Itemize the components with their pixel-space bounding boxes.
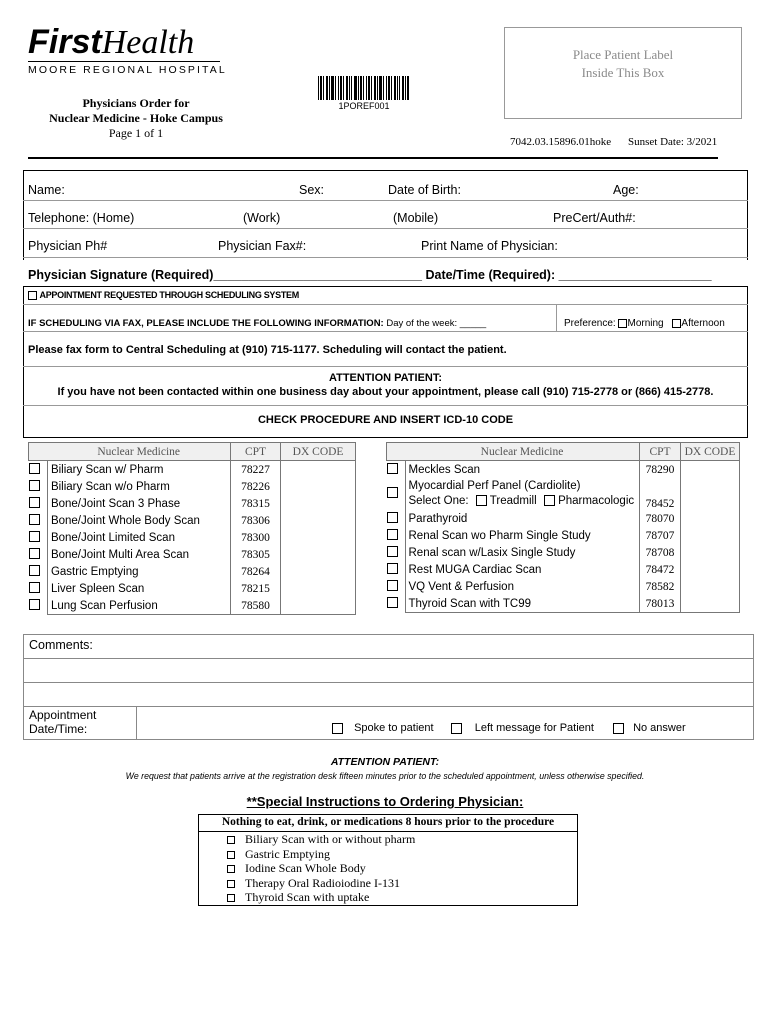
dx-code-input[interactable]: [681, 561, 740, 578]
procedure-cpt: 78315: [230, 495, 280, 512]
table-row: [387, 510, 740, 527]
procedure-cpt: 78226: [230, 478, 280, 495]
procedure-cpt: 78707: [640, 527, 681, 544]
form-title: [30, 96, 242, 141]
name-field[interactable]: Name:: [28, 183, 65, 197]
spoke-to-patient-label: Spoke to patient: [354, 722, 434, 734]
sched-divider-3: [23, 366, 748, 367]
left-message-checkbox[interactable]: [451, 723, 462, 734]
table-row: [387, 578, 740, 595]
label-box-line2: Inside This Box: [581, 65, 665, 80]
form-number: 7042.03.15896.01hoke: [510, 136, 612, 148]
appointment-requested-checkbox[interactable]: [28, 291, 37, 300]
dx-code-input[interactable]: [681, 478, 740, 510]
appointment-label-line1: Appointment: [29, 708, 97, 722]
logo-subtitle: MOORE REGIONAL HOSPITAL: [28, 64, 227, 76]
dx-code-input[interactable]: [281, 563, 356, 580]
procedure-name: Liver Spleen Scan: [47, 580, 230, 597]
procedure-name: Gastric Emptying: [47, 563, 230, 580]
row-divider-1: [23, 200, 748, 201]
footer-attention-title: ATTENTION PATIENT:: [330, 756, 440, 768]
procedure-name: VQ Vent & Perfusion: [405, 578, 640, 595]
special-item-label: Biliary Scan with or without pharm: [245, 832, 416, 846]
physician-name-field[interactable]: Print Name of Physician:: [421, 239, 558, 253]
table-row: [29, 529, 356, 546]
left-procedure-table: [28, 442, 356, 632]
procedure-checkbox[interactable]: [29, 497, 40, 508]
special-item-checkbox[interactable]: [227, 851, 235, 859]
sched-divider-4: [23, 405, 748, 406]
table-row: [29, 478, 356, 495]
procedure-name: Bone/Joint Whole Body Scan: [47, 512, 230, 529]
procedure-cpt: 78300: [230, 529, 280, 546]
patient-label-box: [504, 27, 742, 119]
telephone-home-field[interactable]: Telephone: (Home): [28, 211, 135, 225]
dx-code-input[interactable]: [281, 478, 356, 495]
no-answer-checkbox[interactable]: [613, 723, 624, 734]
procedure-checkbox[interactable]: [29, 565, 40, 576]
dx-code-input[interactable]: [281, 597, 356, 615]
day-of-week-field[interactable]: Day of the week: _____: [383, 318, 487, 329]
dx-code-input[interactable]: [681, 461, 740, 479]
dx-code-input[interactable]: [281, 461, 356, 479]
appointment-requested-row[interactable]: [28, 290, 299, 300]
appointment-label: [29, 708, 96, 736]
special-item-label: Therapy Oral Radioiodine I-131: [245, 875, 400, 890]
special-item-checkbox[interactable]: [227, 865, 235, 873]
table-row: [29, 495, 356, 512]
special-item: [227, 847, 577, 862]
table-row: [29, 512, 356, 529]
right-header-nuclear: Nuclear Medicine: [405, 443, 640, 461]
dx-code-input[interactable]: [281, 529, 356, 546]
procedure-checkbox[interactable]: [387, 546, 398, 557]
procedure-cpt: 78215: [230, 580, 280, 597]
right-header-dx: DX CODE: [681, 443, 740, 461]
procedure-checkbox[interactable]: [387, 487, 398, 498]
special-item: [227, 861, 577, 876]
preference-row: [564, 318, 725, 329]
sched-divider-2: [23, 331, 748, 332]
dx-code-input[interactable]: [281, 495, 356, 512]
procedure-name: Renal scan w/Lasix Single Study: [405, 544, 640, 561]
procedure-checkbox[interactable]: [29, 599, 40, 610]
pharmacologic-checkbox[interactable]: [544, 495, 555, 506]
procedure-cpt: 78580: [230, 597, 280, 615]
sunset-date: Sunset Date: 3/2021: [628, 136, 718, 148]
procedure-checkbox[interactable]: [29, 582, 40, 593]
dx-code-input[interactable]: [281, 546, 356, 563]
special-instructions-title: **Special Instructions to Ordering Physician:: [246, 794, 524, 809]
attention-text: If you have not been contacted within one business day about your appointment, please call (910) 715-2778 or (866) 415-2778.: [57, 386, 714, 398]
procedure-name: Renal Scan wo Pharm Single Study: [405, 527, 640, 544]
appointment-divider: [136, 706, 137, 740]
form-title-line2: Nuclear Medicine - Hoke Campus: [49, 111, 223, 125]
page-number: Page 1 of 1: [108, 126, 164, 140]
procedure-cpt: 78227: [230, 461, 280, 479]
physician-signature-field[interactable]: Physician Signature (Required)______________________________ Date/Time (Required): ______________________: [28, 268, 712, 282]
barcode-text: 1POREF001: [338, 101, 390, 111]
procedure-name: Biliary Scan w/o Pharm: [47, 478, 230, 495]
table-row: [29, 461, 356, 479]
dx-code-input[interactable]: [681, 527, 740, 544]
physician-fax-field[interactable]: Physician Fax#:: [218, 239, 307, 253]
telephone-mobile-field[interactable]: (Mobile): [393, 211, 439, 225]
logo-first: First: [28, 23, 102, 61]
right-procedure-table: [386, 442, 740, 630]
procedure-name: Biliary Scan w/ Pharm: [47, 461, 230, 479]
appointment-label-line2: Date/Time:: [29, 722, 88, 736]
dx-code-input[interactable]: [281, 512, 356, 529]
table-row: [29, 546, 356, 563]
procedure-cpt: 78708: [640, 544, 681, 561]
procedure-checkbox[interactable]: [29, 531, 40, 542]
precert-field[interactable]: PreCert/Auth#:: [553, 211, 636, 225]
procedure-cpt: 78290: [640, 461, 681, 479]
telephone-work-field[interactable]: (Work): [243, 211, 281, 225]
preference-label: Preference:: [564, 318, 616, 329]
procedure-cpt: 78070: [640, 510, 681, 527]
dx-code-input[interactable]: [281, 580, 356, 597]
appointment-requested-label: APPOINTMENT REQUESTED THROUGH SCHEDULING SYSTEM: [39, 290, 299, 300]
table-row: [387, 478, 740, 510]
procedure-checkbox[interactable]: [29, 514, 40, 525]
comments-row-1[interactable]: [23, 634, 754, 658]
check-procedure-heading: CHECK PROCEDURE AND INSERT ICD-10 CODE: [257, 414, 514, 426]
left-message-label: Left message for Patient: [474, 722, 594, 734]
comments-row-2[interactable]: [23, 658, 754, 682]
fax-info-row: [28, 318, 486, 329]
contact-options: [332, 722, 686, 734]
table-row: [387, 527, 740, 544]
spoke-to-patient-checkbox[interactable]: [332, 723, 343, 734]
special-item-checkbox[interactable]: [227, 894, 235, 902]
procedure-cpt: 78472: [640, 561, 681, 578]
table-row: [387, 595, 740, 613]
procedure-name: Bone/Joint Multi Area Scan: [47, 546, 230, 563]
left-header-dx: DX CODE: [281, 443, 356, 461]
procedure-cpt: 78013: [640, 595, 681, 613]
barcode-graphic: [318, 76, 410, 100]
label-box-line1: Place Patient Label: [572, 47, 674, 62]
procedure-checkbox[interactable]: [29, 548, 40, 559]
barcode: [318, 76, 410, 100]
row-divider-2: [23, 228, 748, 229]
procedure-checkbox[interactable]: [387, 597, 398, 608]
table-row: [387, 461, 740, 479]
procedure-checkbox[interactable]: [387, 529, 398, 540]
left-header-nuclear: Nuclear Medicine: [47, 443, 230, 461]
fax-form-instruction: Please fax form to Central Scheduling at (910) 715-1177. Scheduling will contact the patient.: [28, 344, 507, 356]
logo-health: Health: [101, 24, 195, 61]
procedure-checkbox[interactable]: [387, 563, 398, 574]
procedure-name: Myocardial Perf Panel (Cardiolite): [408, 480, 581, 492]
table-row: [387, 561, 740, 578]
procedure-checkbox[interactable]: [29, 480, 40, 491]
age-field[interactable]: Age:: [613, 183, 639, 197]
special-item-checkbox[interactable]: [227, 836, 235, 844]
sex-field[interactable]: Sex:: [299, 183, 325, 197]
procedure-name: Bone/Joint Limited Scan: [47, 529, 230, 546]
dx-code-input[interactable]: [681, 578, 740, 595]
procedure-checkbox[interactable]: [387, 512, 398, 523]
treadmill-label: Treadmill: [489, 495, 537, 507]
procedure-cpt: 78306: [230, 512, 280, 529]
special-box-title: Nothing to eat, drink, or medications 8 hours prior to the procedure: [199, 815, 577, 832]
appointment-datetime-input[interactable]: [138, 708, 324, 738]
special-item-label: Iodine Scan Whole Body: [245, 861, 366, 875]
procedure-checkbox[interactable]: [387, 580, 398, 591]
procedure-cpt: 78264: [230, 563, 280, 580]
procedure-checkbox[interactable]: [29, 463, 40, 474]
procedure-cpt: 78305: [230, 546, 280, 563]
special-item: [227, 890, 577, 905]
right-header-cpt: CPT: [640, 443, 681, 461]
special-item: [227, 876, 577, 891]
dob-field[interactable]: Date of Birth:: [388, 183, 461, 197]
header-divider: [28, 157, 718, 159]
table-row: [29, 563, 356, 580]
dx-code-input[interactable]: [681, 510, 740, 527]
procedure-name: Lung Scan Perfusion: [47, 597, 230, 615]
procedure-name: Parathyroid: [405, 510, 640, 527]
special-items-list: [199, 832, 577, 905]
left-header-cpt: CPT: [230, 443, 280, 461]
afternoon-label: Afternoon: [681, 318, 725, 329]
procedure-name: Bone/Joint Scan 3 Phase: [47, 495, 230, 512]
hospital-logo: [28, 24, 228, 80]
footer-attention-text: We request that patients arrive at the registration desk fifteen minutes prior to the scheduled appointment, unless otherwise specified.: [125, 771, 645, 781]
special-item: [227, 832, 577, 847]
special-item-label: Thyroid Scan with uptake: [245, 890, 370, 904]
physician-phone-field[interactable]: Physician Ph#: [28, 239, 108, 253]
sched-divider-1: [23, 304, 748, 305]
special-instructions-box: [198, 814, 578, 906]
procedure-cpt: 78452: [640, 478, 681, 510]
no-answer-label: No answer: [633, 722, 686, 734]
dx-code-input[interactable]: [681, 595, 740, 613]
special-item-label: Gastric Emptying: [245, 846, 330, 861]
procedure-name: Thyroid Scan with TC99: [405, 595, 640, 613]
procedure-name: Rest MUGA Cardiac Scan: [405, 561, 640, 578]
procedure-cpt: 78582: [640, 578, 681, 595]
form-title-line1: Physicians Order for: [82, 96, 190, 110]
table-row: [29, 580, 356, 597]
comments-row-3[interactable]: [23, 682, 754, 706]
preference-divider: [556, 304, 557, 331]
stress-type-row: [409, 494, 640, 509]
pharmacologic-label: Pharmacologic: [558, 495, 635, 507]
select-one-label: Select One:: [408, 495, 469, 507]
procedure-checkbox[interactable]: [387, 463, 398, 474]
attention-title: ATTENTION PATIENT:: [328, 372, 443, 384]
dx-code-input[interactable]: [681, 544, 740, 561]
comments-label: Comments:: [29, 638, 93, 652]
procedure-name: Meckles Scan: [405, 461, 640, 479]
treadmill-checkbox[interactable]: [476, 495, 487, 506]
table-row: [387, 544, 740, 561]
fax-info-label: IF SCHEDULING VIA FAX, PLEASE INCLUDE THE FOLLOWING INFORMATION:: [28, 318, 384, 329]
row-divider-3: [23, 257, 748, 258]
morning-label: Morning: [627, 318, 664, 329]
table-row: [29, 597, 356, 615]
special-item-checkbox[interactable]: [227, 880, 235, 888]
